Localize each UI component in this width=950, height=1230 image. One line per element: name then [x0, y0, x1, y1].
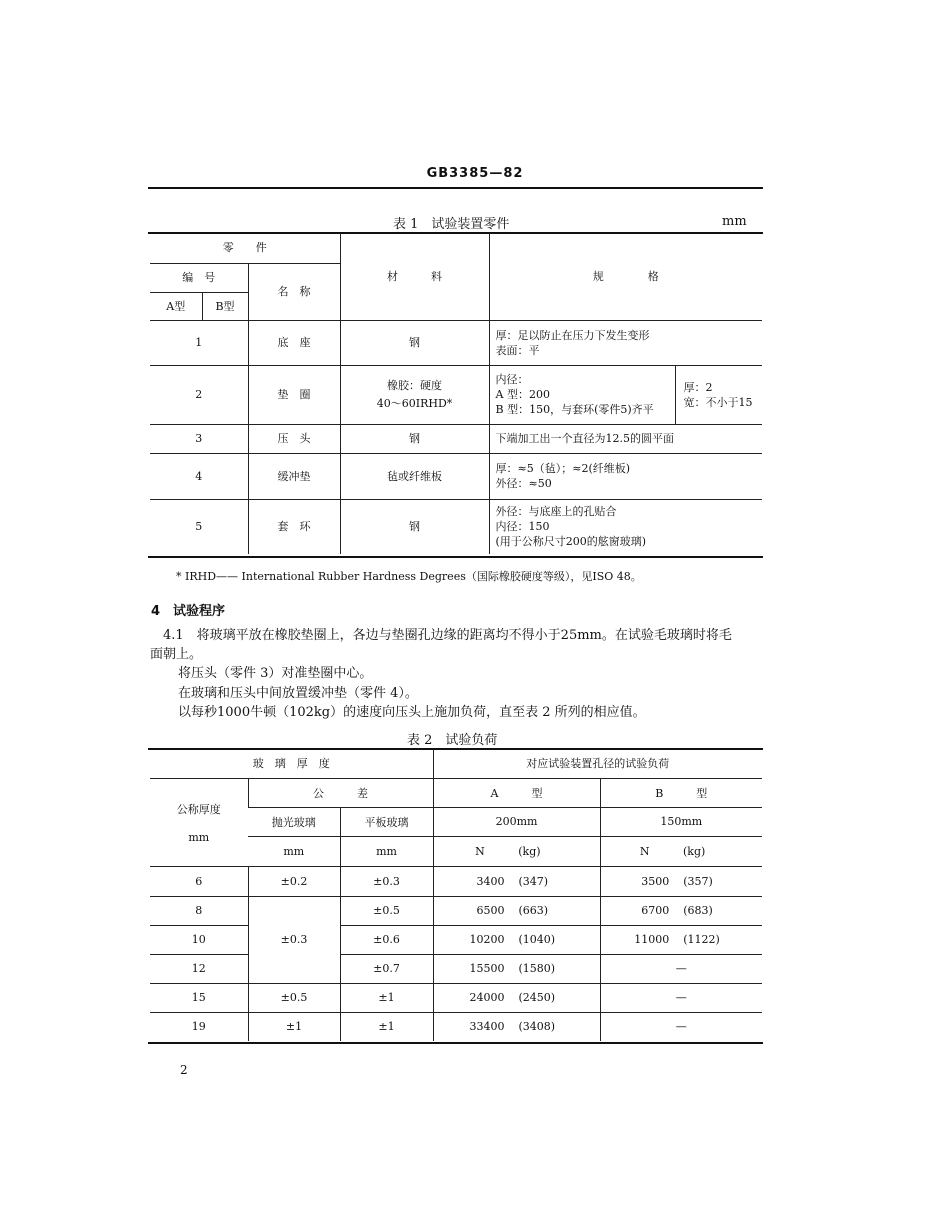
row-12-load-b: — [600, 954, 762, 983]
row5-no: 5 [150, 499, 248, 554]
row4-no: 4 [150, 453, 248, 499]
row-12-load-a [433, 954, 600, 983]
row2-spec-line1: 内径： [495, 373, 529, 386]
section4-para1-cont: 面朝上。 [150, 647, 203, 662]
row-8-b-kg: (683) [683, 904, 713, 917]
row-19-a-kg: (3408) [518, 1020, 556, 1034]
table1-caption: 表 1 试验装置零件 [393, 217, 510, 232]
row5-material: 钢 [340, 499, 489, 554]
row-15-a-kg: (2450) [518, 991, 556, 1004]
row2-spec2-line1: 厚：2 [683, 380, 713, 394]
row-15-a-n: 24000 [469, 991, 505, 1004]
row-10-b-kg: (1122) [683, 933, 720, 946]
row-6-b-n: 3500 [641, 874, 670, 888]
row1-name: 底 座 [248, 320, 340, 365]
head-polished-unit: mm [248, 836, 340, 866]
row5-spec-line3: (用于公称尺寸200的舷窗玻璃) [495, 535, 647, 549]
table-2-test-loads [150, 749, 762, 1041]
head-nominal-label: 公称厚度 [176, 802, 221, 816]
row2-spec [489, 365, 675, 424]
row-10-a-kg: (1040) [518, 933, 556, 946]
head-type-a: A 型 [433, 778, 600, 807]
row-12-flat: ±0.7 [340, 954, 433, 983]
row-6-load-a [433, 866, 600, 896]
row-15-load-a [433, 983, 600, 1012]
head-polished: 抛光玻璃 [248, 807, 340, 836]
row-15-polished: ±0.5 [248, 983, 340, 1012]
row3-material: 钢 [340, 424, 489, 453]
row2-material-line2: 40～60IRHD* [376, 397, 453, 410]
head-type-a: A型 [150, 292, 202, 320]
row-8-b-n: 6700 [641, 904, 670, 917]
row-6-a-n: 3400 [476, 874, 505, 888]
row-10-a-n: 10200 [469, 933, 505, 946]
row-8-12-polished: ±0.3 [248, 896, 340, 983]
section4-para4: 以每秒1000牛顿（102kg）的速度向压头上施加负荷，直至表 2 所列的相应值。 [178, 705, 646, 720]
head-material: 材 料 [340, 233, 489, 320]
table2-caption: 表 2 试验负荷 [407, 733, 498, 748]
row2-name: 垫 圈 [248, 365, 340, 424]
head-b-kg: (kg) [683, 844, 706, 858]
row1-spec-line1: 厚：足以防止在压力下发生变形 [495, 328, 650, 342]
row-8-a-n: 6500 [476, 904, 505, 917]
row-8-thickness: 8 [150, 896, 248, 925]
table-1-parts [150, 233, 762, 554]
table1-bottom-rule [148, 556, 763, 558]
document-code: GB3385—82 [426, 166, 524, 181]
row-12-a-n: 15500 [469, 962, 505, 975]
row-6-thickness: 6 [150, 866, 248, 896]
row2-spec2-line2: 宽：不小于15 [683, 395, 753, 409]
head-a-kg: (kg) [518, 844, 541, 858]
row-15-load-b: — [600, 983, 762, 1012]
row3-no: 3 [150, 424, 248, 453]
row4-spec-line2: 外径：≈50 [495, 477, 552, 490]
head-a-n: N [475, 844, 485, 858]
row-12-thickness: 12 [150, 954, 248, 983]
head-load: 对应试验装置孔径的试验负荷 [433, 749, 762, 778]
row-8-load-a [433, 896, 600, 925]
row5-name: 套 环 [248, 499, 340, 554]
row4-spec [489, 453, 762, 499]
row1-material: 钢 [340, 320, 489, 365]
row-10-thickness: 10 [150, 925, 248, 954]
row-10-load-b [600, 925, 762, 954]
section4-para1: 4.1 将玻璃平放在橡胶垫圈上，各边与垫圈孔边缘的距离均不得小于25mm。在试验毛玻璃时将毛 [163, 628, 732, 643]
row4-spec-line1: 厚：≈5（毡）；≈2(纤维板) [495, 462, 631, 475]
head-flat: 平板玻璃 [340, 807, 433, 836]
head-nominal [150, 778, 248, 866]
row2-material [340, 365, 489, 424]
row-6-load-b [600, 866, 762, 896]
row2-no: 2 [150, 365, 248, 424]
row-6-flat: ±0.3 [340, 866, 433, 896]
row-8-load-b [600, 896, 762, 925]
table2-bottom-rule [148, 1042, 763, 1044]
row-10-b-n: 11000 [634, 933, 670, 946]
row-19-a-n: 33400 [469, 1020, 505, 1034]
row-19-thickness: 19 [150, 1012, 248, 1041]
row2-spec-line3: B 型：150，与套环(零件5)齐平 [495, 403, 654, 416]
row-19-load-b: — [600, 1012, 762, 1041]
head-dia-a: 200mm [433, 807, 600, 836]
row4-material: 毡或纤维板 [340, 453, 489, 499]
row3-name: 压 头 [248, 424, 340, 453]
row4-name: 缓冲垫 [248, 453, 340, 499]
row2-material-line1: 橡胶：硬度 [387, 379, 443, 392]
table1-footnote: * IRHD—— International Rubber Hardness Degrees（国际橡胶硬度等级），见ISO 48。 [176, 570, 642, 583]
page-number: 2 [180, 1063, 188, 1077]
head-spec: 规 格 [489, 233, 762, 320]
row-10-flat: ±0.6 [340, 925, 433, 954]
row-8-a-kg: (663) [518, 904, 549, 917]
row5-spec-line2: 内径：150 [495, 520, 550, 534]
row1-spec-line2: 表面：平 [495, 343, 540, 357]
row-19-polished: ±1 [248, 1012, 340, 1041]
row-8-flat: ±0.5 [340, 896, 433, 925]
row-6-polished: ±0.2 [248, 866, 340, 896]
head-dia-b: 150mm [600, 807, 762, 836]
head-name: 名 称 [248, 263, 340, 320]
row-15-thickness: 15 [150, 983, 248, 1012]
head-a-units [433, 836, 600, 866]
row3-spec: 下端加工出一个直径为12.5的圆平面 [489, 424, 762, 453]
head-type-b: B 型 [600, 778, 762, 807]
row-10-load-a [433, 925, 600, 954]
header-rule [148, 187, 763, 189]
section4-title: 4 试验程序 [151, 604, 226, 619]
head-b-units [600, 836, 762, 866]
row1-no: 1 [150, 320, 248, 365]
head-tolerance: 公 差 [248, 778, 433, 807]
row-15-flat: ±1 [340, 983, 433, 1012]
head-number: 编 号 [150, 263, 248, 292]
section4-para3: 在玻璃和压头中间放置缓冲垫（零件 4）。 [178, 686, 418, 701]
row2-spec-line2: A 型：200 [495, 388, 550, 401]
head-part: 零 件 [222, 241, 267, 255]
row2-spec2 [675, 365, 762, 424]
row-19-load-a [433, 1012, 600, 1041]
head-type-b: B型 [202, 292, 248, 320]
row-12-a-kg: (1580) [518, 962, 556, 975]
row1-spec [489, 320, 762, 365]
table1-unit: mm [722, 214, 747, 229]
row5-spec-line1: 外径：与底座上的孔贴合 [495, 505, 617, 519]
head-glass-thickness: 玻 璃 厚 度 [252, 757, 330, 771]
row5-spec [489, 499, 762, 554]
row-19-flat: ±1 [340, 1012, 433, 1041]
head-b-n: N [639, 844, 650, 858]
head-flat-unit: mm [340, 836, 433, 866]
head-nominal-unit: mm [188, 830, 210, 844]
row-6-a-kg: (347) [518, 874, 549, 888]
row-6-b-kg: (357) [683, 874, 713, 888]
section4-para2: 将压头（零件 3）对准垫圈中心。 [178, 666, 373, 681]
